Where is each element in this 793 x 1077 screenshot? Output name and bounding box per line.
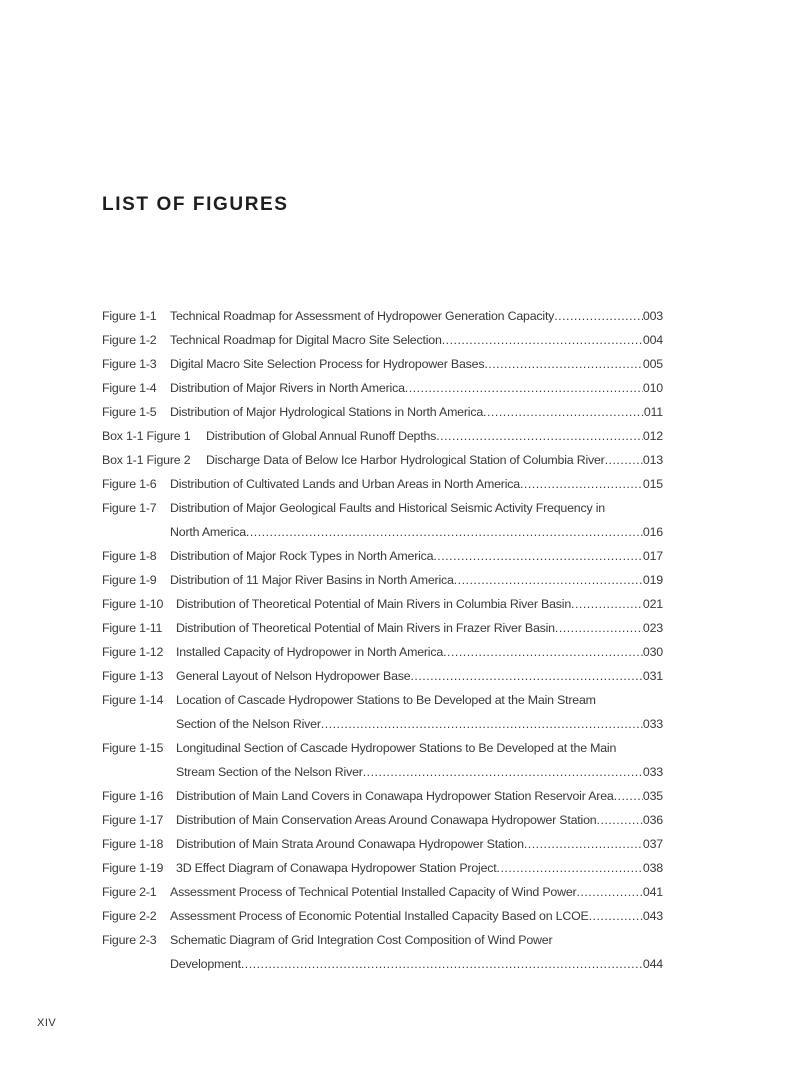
leader-dots (614, 784, 643, 808)
figure-title: Distribution of Main Land Covers in Conawapa Hydropower Station Reservoir Area (176, 789, 614, 803)
leader-dots (436, 424, 643, 448)
figure-title: Longitudinal Section of Cascade Hydropower Stations to Be Developed at the Main (176, 741, 617, 755)
figure-label: Figure 1-13 (102, 669, 164, 683)
figure-entry[interactable] (102, 904, 663, 928)
figure-title: Development (170, 957, 241, 971)
figure-title: Distribution of Theoretical Potential of Main Rivers in Columbia River Basin (176, 597, 572, 611)
figure-entry[interactable] (102, 856, 663, 880)
figure-label: Figure 1-1 (102, 309, 157, 323)
figure-label: Figure 1-6 (102, 477, 157, 491)
leader-dots (410, 664, 642, 688)
figure-label: Figure 1-15 (102, 741, 164, 755)
figure-label: Figure 1-14 (102, 693, 164, 707)
page-title: LIST OF FIGURES (102, 194, 289, 215)
page-ref: 021 (642, 597, 663, 611)
page-ref: 037 (642, 837, 663, 851)
figure-title: Section of the Nelson River (176, 717, 321, 731)
page-ref: 003 (642, 309, 663, 323)
figure-title: Distribution of Major Geological Faults and Historical Seismic Activity Frequency in (170, 501, 605, 515)
figure-entry[interactable] (102, 664, 663, 688)
page-ref: 019 (642, 573, 663, 587)
page-ref: 033 (642, 765, 663, 779)
figure-title: Distribution of Major Hydrological Stations in North America (170, 405, 484, 419)
figure-title: Technical Roadmap for Digital Macro Site Selection (170, 333, 442, 347)
figure-entry[interactable] (102, 304, 663, 328)
figure-entry[interactable] (102, 784, 663, 808)
figure-entry[interactable] (102, 928, 663, 976)
figure-entry[interactable] (102, 736, 663, 784)
list-of-figures (102, 304, 663, 976)
figure-title: Distribution of Cultivated Lands and Urban Areas in North America (170, 477, 520, 491)
figure-title: Distribution of Main Conservation Areas Around Conawapa Hydropower Station (176, 813, 597, 827)
figure-label: Box 1-1 Figure 2 (102, 453, 191, 467)
figure-title: Distribution of Major Rock Types in North America (170, 549, 434, 563)
figure-entry[interactable] (102, 376, 663, 400)
figure-title: Digital Macro Site Selection Process for Hydropower Bases (170, 357, 485, 371)
leader-dots (442, 328, 643, 352)
page-ref: 005 (642, 357, 663, 371)
page-ref: 023 (642, 621, 663, 635)
leader-dots (554, 304, 643, 328)
leader-dots (589, 904, 643, 928)
figure-label: Figure 1-7 (102, 501, 157, 515)
figure-label: Figure 1-4 (102, 381, 157, 395)
leader-dots (597, 808, 643, 832)
figure-label: Box 1-1 Figure 1 (102, 429, 191, 443)
page-ref: 016 (642, 525, 663, 539)
leader-dots (605, 448, 643, 472)
figure-title: 3D Effect Diagram of Conawapa Hydropower Station Project (176, 861, 497, 875)
figure-title: Distribution of Major Rivers in North America (170, 381, 405, 395)
leader-dots (483, 400, 644, 424)
figure-entry[interactable] (102, 544, 663, 568)
figure-label: Figure 1-10 (102, 597, 164, 611)
figure-title: General Layout of Nelson Hydropower Base (176, 669, 411, 683)
page-ref: 004 (642, 333, 663, 347)
page-ref: 044 (642, 957, 663, 971)
page-ref: 013 (642, 453, 663, 467)
figure-entry[interactable] (102, 880, 663, 904)
figure-entry[interactable] (102, 808, 663, 832)
page-ref: 011 (643, 405, 663, 419)
figure-title: North America (170, 525, 246, 539)
leader-dots (405, 376, 643, 400)
figure-label: Figure 2-3 (102, 933, 157, 947)
figure-title: Location of Cascade Hydropower Stations to Be Developed at the Main Stream (176, 693, 596, 707)
figure-label: Figure 1-11 (102, 621, 163, 635)
figure-label: Figure 1-2 (102, 333, 157, 347)
leader-dots (241, 952, 643, 976)
figure-title: Schematic Diagram of Grid Integration Cost Composition of Wind Power (170, 933, 553, 947)
figure-title: Distribution of Main Strata Around Conawapa Hydropower Station (176, 837, 524, 851)
figure-label: Figure 1-18 (102, 837, 164, 851)
leader-dots (246, 520, 643, 544)
figure-entry[interactable] (102, 616, 663, 640)
page-ref: 030 (642, 645, 663, 659)
leader-dots (576, 880, 642, 904)
figure-entry[interactable] (102, 472, 663, 496)
figure-label: Figure 2-2 (102, 909, 157, 923)
page-ref: 038 (642, 861, 663, 875)
page-ref: 031 (642, 669, 663, 683)
leader-dots (497, 856, 643, 880)
page-ref: 012 (642, 429, 663, 443)
figure-label: Figure 1-16 (102, 789, 164, 803)
leader-dots (454, 568, 643, 592)
page-ref: 035 (642, 789, 663, 803)
figure-entry[interactable] (102, 400, 663, 424)
leader-dots (524, 832, 643, 856)
figure-entry[interactable] (102, 640, 663, 664)
figure-title: Discharge Data of Below Ice Harbor Hydrological Station of Columbia River (206, 453, 605, 467)
figure-entry[interactable] (102, 448, 663, 472)
figure-entry[interactable] (102, 328, 663, 352)
page-ref: 036 (642, 813, 663, 827)
figure-label: Figure 1-12 (102, 645, 164, 659)
figure-title: Distribution of 11 Major River Basins in North America (170, 573, 454, 587)
leader-dots (443, 640, 643, 664)
figure-entry[interactable] (102, 496, 663, 544)
leader-dots (433, 544, 643, 568)
figure-label: Figure 1-19 (102, 861, 164, 875)
leader-dots (555, 616, 643, 640)
figure-title: Distribution of Theoretical Potential of Main Rivers in Frazer River Basin (176, 621, 555, 635)
figure-entry[interactable] (102, 592, 663, 616)
figure-label: Figure 1-17 (102, 813, 164, 827)
page-ref: 010 (642, 381, 663, 395)
figure-entry[interactable] (102, 424, 663, 448)
page-ref: 043 (642, 909, 663, 923)
figure-entry[interactable] (102, 352, 663, 376)
figure-title: Assessment Process of Economic Potential Installed Capacity Based on LCOE (170, 909, 589, 923)
figure-entry[interactable] (102, 832, 663, 856)
leader-dots (484, 352, 643, 376)
leader-dots (363, 760, 643, 784)
figure-label: Figure 1-3 (102, 357, 157, 371)
page-ref: 017 (642, 549, 663, 563)
leader-dots (520, 472, 643, 496)
figure-title: Stream Section of the Nelson River (176, 765, 363, 779)
figure-label: Figure 1-8 (102, 549, 157, 563)
figure-entry[interactable] (102, 688, 663, 736)
leader-dots (571, 592, 643, 616)
leader-dots (321, 712, 643, 736)
page-ref: 015 (642, 477, 663, 491)
figure-label: Figure 2-1 (102, 885, 157, 899)
figure-label: Figure 1-5 (102, 405, 157, 419)
figure-title: Installed Capacity of Hydropower in North America (176, 645, 444, 659)
figure-title: Technical Roadmap for Assessment of Hydropower Generation Capacity (170, 309, 555, 323)
figure-title: Assessment Process of Technical Potential Installed Capacity of Wind Power (170, 885, 577, 899)
page-ref: 033 (642, 717, 663, 731)
page-ref: 041 (642, 885, 663, 899)
page-number: XIV (37, 1017, 57, 1029)
figure-title: Distribution of Global Annual Runoff Depths (206, 429, 437, 443)
figure-entry[interactable] (102, 568, 663, 592)
figure-label: Figure 1-9 (102, 573, 157, 587)
